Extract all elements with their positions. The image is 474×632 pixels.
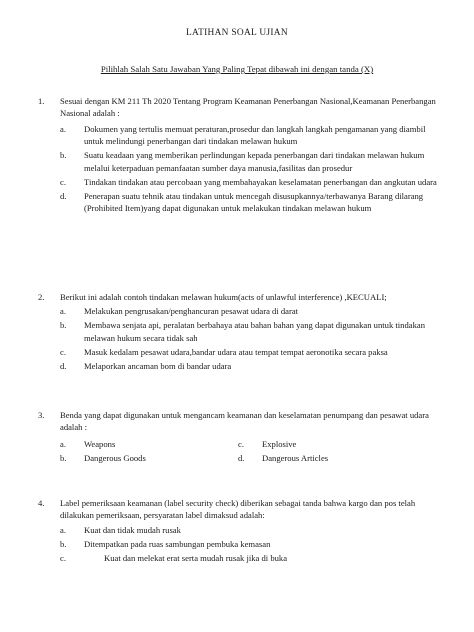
question-number: 3. [38,410,45,420]
option-text: Weapons [84,438,116,449]
option-c[interactable] [60,176,438,188]
option-text: Membawa senjata api, peralatan berbahaya atau bahan bahan yang dapat digunakan untuk tindakan melawan hukum secara tidak sah [84,320,425,343]
option-b[interactable] [60,149,438,174]
option-letter: a. [60,438,66,449]
option-letter: d. [60,190,67,201]
option-b[interactable] [60,319,438,344]
option-letter: b. [60,320,67,331]
option-text: Ditempatkan pada ruas sambungan pembuka kemasan [84,538,271,549]
option-c[interactable] [60,346,438,358]
question-number: 1. [38,96,45,106]
option-letter: a. [60,524,66,535]
option-text: Dangerous Goods [84,453,146,464]
option-a[interactable] [60,438,238,450]
option-letter: d. [238,453,245,464]
option-letter: a. [60,123,66,134]
option-text: Tindakan tindakan atau percobaan yang membahayakan keselamatan penerbangan dan angkutan udara [84,176,437,187]
option-letter: a. [60,306,66,317]
option-text: Melakukan pengrusakan/penghancuran pesawat udara di darat [84,306,299,317]
question-number: 2. [38,292,45,302]
option-letter: b. [60,453,67,464]
question-2 [38,291,438,374]
option-text: Kuat dan melekat erat serta mudah rusak jika di buka [104,552,288,563]
option-text: Masuk kedalam pesawat udara,bandar udara atau tempat tempat aeronotika secara paksa [84,346,388,357]
option-letter: d. [60,360,67,371]
option-d[interactable] [60,190,438,215]
option-letter: b. [60,150,67,161]
question-1 [38,95,438,216]
instruction-text: Pilihlah Salah Satu Jawaban Yang Paling Tepat dibawah ini dengan tanda (X) [100,64,374,74]
option-a[interactable] [60,123,438,148]
option-c[interactable] [238,438,438,450]
option-text: Kuat dan tidak mudah rusak [84,524,181,535]
option-text: Penerapan suatu tehnik atau tindakan untuk mencegah disusupkannya/terbawanya Barang dilarang (Prohibited Item)yang dapat digunakan untuk melakukan tindakan melawan hukum [84,190,424,214]
option-letter: c. [60,346,66,357]
option-text: Dokumen yang tertulis memuat peraturan,prosedur dan langkah langkah pengamanan yang diambil untuk melindungi penerbangan dari tindakan melawan hukum [84,123,426,147]
option-letter: c. [60,552,66,563]
option-a[interactable] [60,305,438,317]
option-c[interactable] [60,552,438,564]
page-title: LATIHAN SOAL UJIAN [186,28,288,38]
option-text: Melaporkan ancaman bom di bandar udara [84,360,232,371]
option-d[interactable] [60,360,438,372]
option-b[interactable] [60,538,438,550]
question-3 [38,409,438,465]
option-letter: c. [60,176,66,187]
option-text: Suatu keadaan yang memberikan perlindungan kepada penerbangan dari tindakan melawan hukum melalui keterpaduan pemanfaatan sumber daya manusia,fasilitas dan prosedur [84,150,425,173]
question-text: Sesuai dengan KM 211 Th 2020 Tentang Program Keamanan Penerbangan Nasional,Keamanan Penerbangan Nasional adalah : [60,96,436,119]
question-text: Berikut ini adalah contoh tindakan melawan hukum(acts of unlawful interference) ,KECUALI; [60,292,387,302]
question-text: Benda yang dapat digunakan untuk mengancam keamanan dan keselamatan penumpang dan pesawat udara adalah : [60,410,429,433]
question-number: 4. [38,498,45,508]
option-letter: c. [238,438,244,449]
question-4 [38,497,438,566]
option-d[interactable] [238,452,438,464]
option-text: Explosive [262,438,297,449]
option-a[interactable] [60,524,438,536]
question-text: Label pemeriksaan keamanan (label security check) diberikan sebagai tanda bahwa kargo dan pos telah dilakukan pemeriksaan, persyaratan label dimaksud adalah: [60,498,416,521]
option-b[interactable] [60,452,238,464]
option-letter: b. [60,538,67,549]
option-text: Dangerous Articles [262,453,329,464]
